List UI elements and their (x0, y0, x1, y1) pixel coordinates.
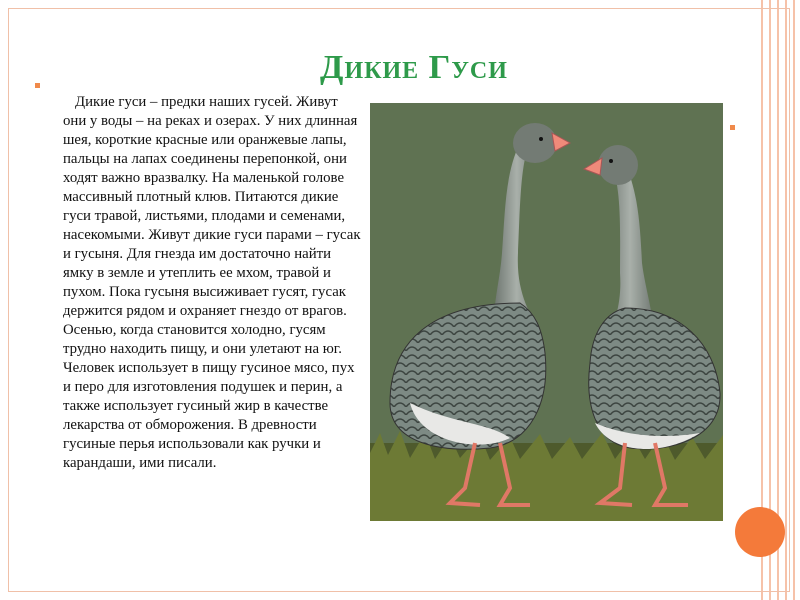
decorative-orange-circle (735, 507, 785, 557)
slide-title: Дикие Гуси (320, 49, 508, 86)
geese-illustration (370, 103, 723, 521)
slide (13, 13, 755, 587)
bullet-icon (730, 125, 735, 130)
slide-body-text: Дикие гуси – предки наших гусей. Живут они у воды – на реках и озерах. У них длинная шея, короткие красные или оранжевые лапы, пальцы на лапах соединены перепонкой, они ходят важно вразвалку. На маленькой голове массивный плотный клюв. Питаются дикие гуси травой, листьями, плодами и семенами, насекомыми. Живут дикие гуси парами – гусак и гусыня. Для гнезда им достаточно найти ямку в земле и утеплить ее мхом, травой и пухом. Пока гусыня высиживает гусят, гусак держится рядом и охраняет гнездо от врагов. Осенью, когда становится холодно, гусям трудно находить пищу, и они улетают на юг. Человек использует в пищу гусиное мясо, пух и перо для изготовления подушек и перин, а также использует гусиный жир в качестве лекарства от обморожения. В древности гусиные перья использовали как ручки и карандаши, ими писали. (63, 94, 361, 471)
bullet-icon (35, 83, 40, 88)
